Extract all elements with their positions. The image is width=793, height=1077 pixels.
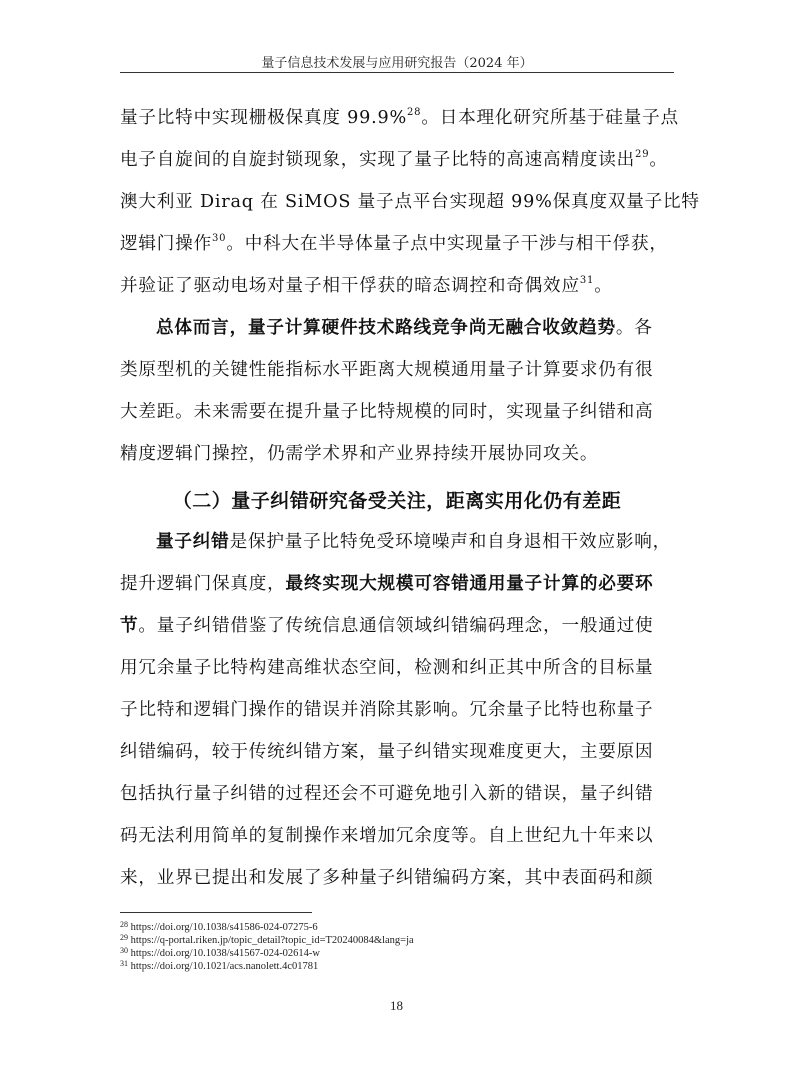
text-line: 澳大利亚 Diraq 在 SiMOS 量子点平台实现超 99%保真度双量子比特 xyxy=(120,192,700,212)
text-line: 子比特和逻辑门操作的错误并消除其影响。冗余量子比特也称量子 xyxy=(120,700,654,720)
text-line: 码无法利用简单的复制操作来增加冗余度等。自上世纪九十年来以 xyxy=(120,826,654,846)
text-run: 量子比特中实现栅极保真度 99.9% xyxy=(120,108,408,128)
text-line xyxy=(120,573,665,595)
text-run: 。日本理化研究所基于硅量子点 xyxy=(421,108,679,128)
footnote-ref: 30 xyxy=(211,233,227,244)
text-run: 。 xyxy=(649,150,668,170)
text-line: 来，业界已提出和发展了多种量子纠错编码方案，其中表面码和颜 xyxy=(120,868,654,888)
header-title: 量子信息技术发展与应用研究报告（2024 年） xyxy=(261,56,533,71)
text-line xyxy=(120,149,668,171)
text-run: 提升逻辑门保真度， xyxy=(120,574,286,594)
text-line: 包括执行量子纠错的过程还会不可避免地引入新的错误，量子纠错 xyxy=(120,784,654,804)
text-line: 纠错编码，较于传统纠错方案，量子纠错实现难度更大，主要原因 xyxy=(120,742,654,762)
footnote-ref: 28 xyxy=(407,107,422,118)
text-line xyxy=(156,317,665,339)
footnote-ref: 31 xyxy=(579,275,595,286)
footnote-link[interactable]: https://doi.org/10.1038/s41586-024-07275-6 xyxy=(128,922,318,933)
text-line: 精度逻辑门操控，仍需学术界和产业界持续开展协同攻关。 xyxy=(120,444,599,464)
footnote-item xyxy=(120,948,320,960)
footnote-number: 31 xyxy=(120,959,128,968)
footnote-divider xyxy=(120,912,312,913)
text-run: 。量子纠错借鉴了传统信息通信领域纠错编码理念，一般通过使 xyxy=(138,616,654,636)
text-run: 是保护量子比特免受环境噪声和自身退相干效应影响， xyxy=(229,532,672,552)
bold-text: 节 xyxy=(120,615,139,636)
footnote-number: 29 xyxy=(120,933,128,942)
text-run: 。 xyxy=(594,276,613,296)
bold-text: 量子纠错 xyxy=(156,531,230,552)
text-line: 大差距。未来需要在提升量子比特规模的同时，实现量子纠错和高 xyxy=(120,402,654,422)
text-line: 用冗余量子比特构建高维状态空间，检测和纠正其中所含的目标量 xyxy=(120,658,654,678)
bold-text: 最终实现大规模可容错通用量子计算的必要环 xyxy=(285,573,654,594)
header-divider xyxy=(120,72,674,73)
text-run: 逻辑门操作 xyxy=(120,234,212,254)
footnote-link[interactable]: https://doi.org/10.1021/acs.nanolett.4c01781 xyxy=(128,961,319,972)
text-line xyxy=(120,615,665,637)
text-line xyxy=(120,107,679,129)
footnote-item xyxy=(120,935,414,947)
page-number: 18 xyxy=(390,998,403,1013)
text-line xyxy=(120,275,665,297)
footnote-link[interactable]: https://q-portal.riken.jp/topic_detail?topic_id=T20240084&lang=ja xyxy=(128,935,414,946)
section-heading: （二）量子纠错研究备受关注，距离实用化仍有差距 xyxy=(172,490,622,512)
footnote-item xyxy=(120,961,318,973)
text-run: 。中科大在半导体量子点中实现量子干涉与相干俘获， xyxy=(226,234,668,254)
footnote-number: 30 xyxy=(120,946,128,955)
footnote-ref: 29 xyxy=(635,149,650,160)
text-run: 并验证了驱动电场对量子相干俘获的暗态调控和奇偶效应 xyxy=(120,276,580,296)
footnote-item xyxy=(120,922,318,934)
footnote-number: 28 xyxy=(120,920,128,929)
text-line xyxy=(156,531,672,553)
text-run: 。各 xyxy=(615,318,653,338)
bold-text: 总体而言，量子计算硬件技术路线竞争尚无融合收敛趋势 xyxy=(156,317,616,338)
footnote-link[interactable]: https://doi.org/10.1038/s41567-024-02614-w xyxy=(128,948,321,959)
text-line: 类原型机的关键性能指标水平距离大规模通用量子计算要求仍有很 xyxy=(120,360,654,380)
text-run: 电子自旋间的自旋封锁现象，实现了量子比特的高速高精度读出 xyxy=(120,150,636,170)
text-line xyxy=(120,233,668,255)
